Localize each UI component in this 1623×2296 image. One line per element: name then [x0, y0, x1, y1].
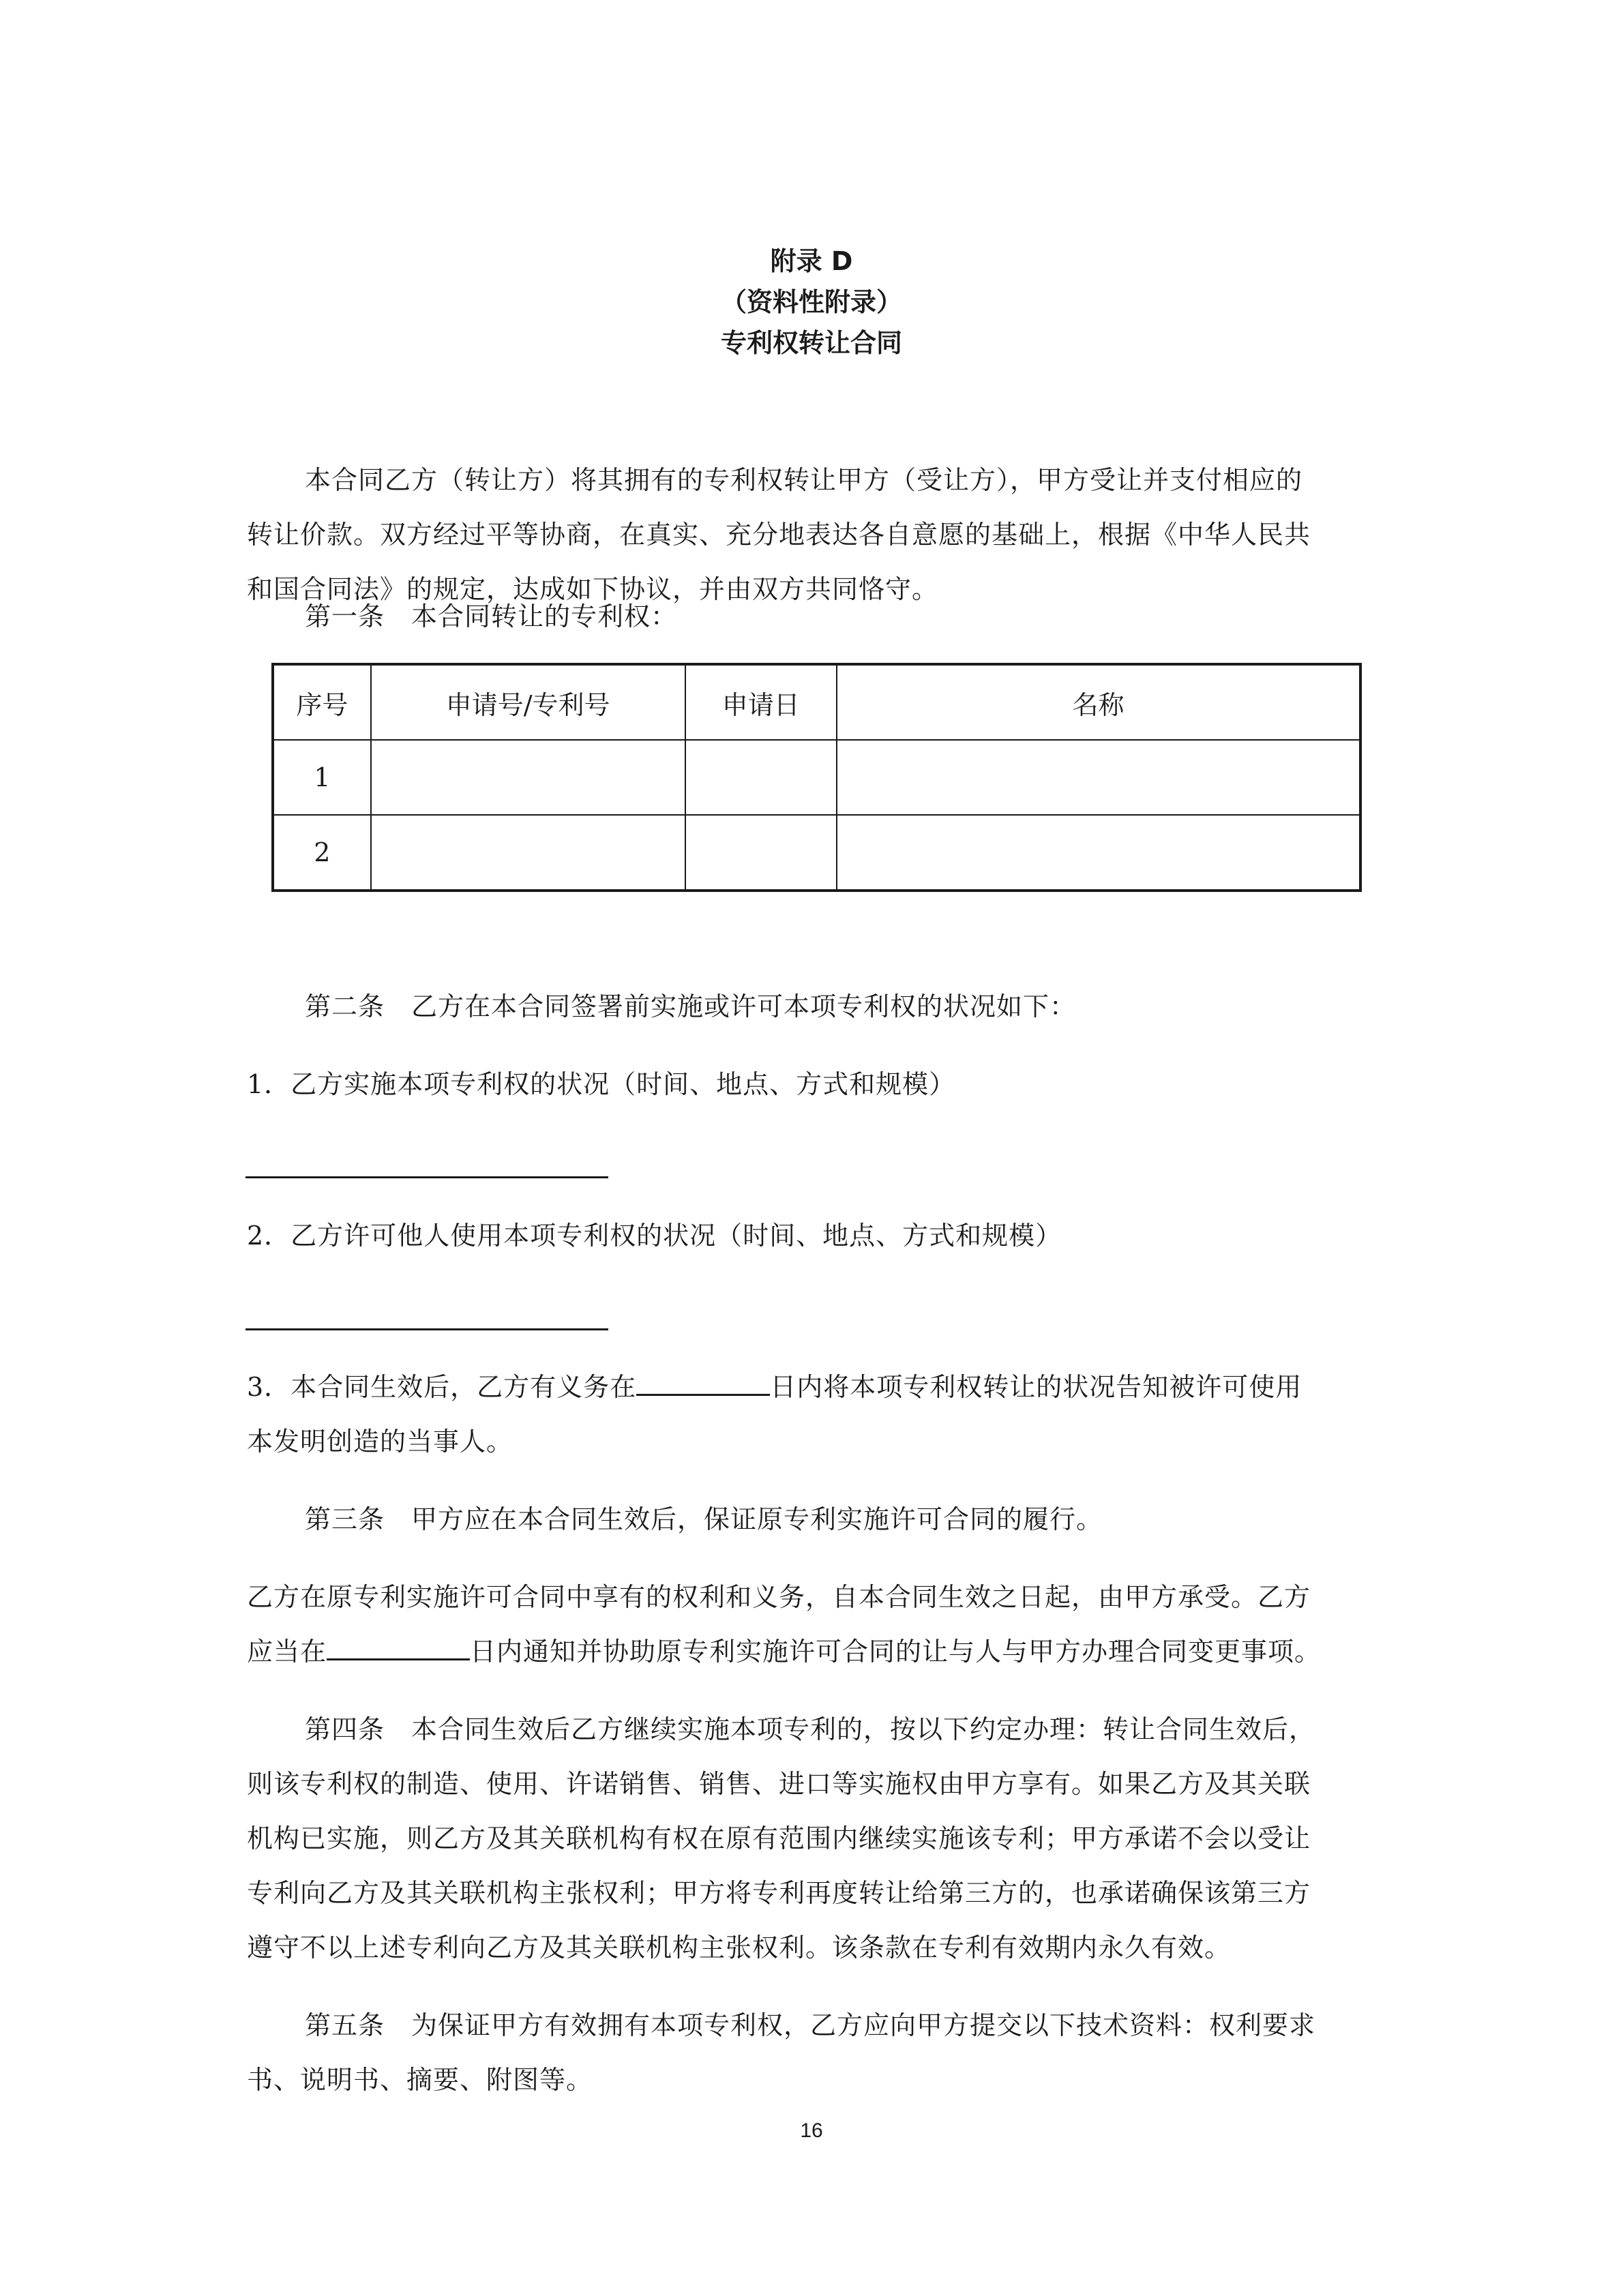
table-cell-name[interactable] — [837, 740, 1360, 815]
article-4-line-1: 第四条 本合同生效后乙方继续实施本项专利的，按以下约定办理：转让合同生效后， — [305, 1714, 1316, 1744]
table-cell-serial: 2 — [273, 815, 371, 891]
table-cell-application-number[interactable] — [371, 740, 685, 815]
article-4-line-4: 专利向乙方及其关联机构主张权利；甲方将专利再度转让给第三方的，也承诺确保该第三方 — [247, 1878, 1311, 1908]
table-cell-name[interactable] — [837, 815, 1360, 891]
article-3-body-line-1: 乙方在原专利实施许可合同中享有的权利和义务，自本合同生效之日起，由甲方承受。乙方 — [247, 1582, 1311, 1612]
document-title: 专利权转让合同 — [720, 328, 902, 358]
table-cell-application-date[interactable] — [685, 815, 837, 891]
article-4-line-5: 遵守不以上述专利向乙方及其关联机构主张权利。该条款在专利有效期内永久有效。 — [247, 1933, 1232, 1963]
intro-line-2: 转让价款。双方经过平等协商，在真实、充分地表达各自意愿的基础上，根据《中华人民共 — [247, 520, 1311, 550]
table-row — [273, 740, 1360, 815]
article-2-heading: 第二条 乙方在本合同签署前实施或许可本项专利权的状况如下： — [305, 992, 1077, 1022]
item-1-fill-line[interactable] — [245, 1176, 608, 1178]
article-3-text-after: 日内通知并协助原专利实施许可合同的让与人与甲方办理合同变更事项。 — [470, 1637, 1322, 1667]
item-1: 1．乙方实施本项专利权的状况（时间、地点、方式和规模） — [247, 1069, 956, 1099]
appendix-label: 附录 D — [770, 246, 853, 276]
item-2-fill-line[interactable] — [245, 1328, 608, 1330]
appendix-subtitle: （资料性附录） — [720, 287, 902, 317]
article-1-heading: 第一条 本合同转让的专利权： — [305, 601, 678, 631]
table-header-row — [273, 664, 1360, 740]
table-cell-application-number[interactable] — [371, 815, 685, 891]
item-3-line-1 — [247, 1360, 1386, 1414]
patent-table — [271, 663, 1362, 892]
article-3-days-blank[interactable] — [327, 1635, 470, 1660]
article-4-line-2: 则该专利权的制造、使用、许诺销售、销售、进口等实施权由甲方享有。如果乙方及其关联 — [247, 1769, 1311, 1799]
article-3-heading: 第三条 甲方应在本合同生效后，保证原专利实施许可合同的履行。 — [305, 1504, 1103, 1534]
intro-line-3: 和国合同法》的规定，达成如下协议，并由双方共同恪守。 — [247, 574, 939, 604]
article-3-body-line-2 — [247, 1624, 1386, 1679]
table-row — [273, 815, 1360, 891]
column-header-application-date: 申请日 — [685, 664, 837, 740]
item-3-days-blank[interactable] — [636, 1371, 770, 1396]
item-3-text-after: 日内将本项专利权转让的状况告知被许可使用 — [770, 1372, 1302, 1402]
page-number: 16 — [800, 2119, 823, 2142]
article-5-line-2: 书、说明书、摘要、附图等。 — [247, 2065, 593, 2095]
table-cell-application-date[interactable] — [685, 740, 837, 815]
column-header-application-number: 申请号/专利号 — [371, 664, 685, 740]
item-2: 2．乙方许可他人使用本项专利权的状况（时间、地点、方式和规模） — [247, 1221, 1062, 1251]
column-header-name: 名称 — [837, 664, 1360, 740]
article-5-line-1: 第五条 为保证甲方有效拥有本项专利权，乙方应向甲方提交以下技术资料：权利要求 — [305, 2010, 1316, 2040]
article-3-text-before: 应当在 — [247, 1637, 327, 1667]
item-3-text-before: 3．本合同生效后，乙方有义务在 — [247, 1372, 637, 1402]
article-4-line-3: 机构已实施，则乙方及其关联机构有权在原有范围内继续实施该专利；甲方承诺不会以受让 — [247, 1823, 1311, 1853]
column-header-serial: 序号 — [273, 664, 371, 740]
intro-line-1: 本合同乙方（转让方）将其拥有的专利权转让甲方（受让方），甲方受让并支付相应的 — [305, 465, 1303, 495]
table-cell-serial: 1 — [273, 740, 371, 815]
item-3-line-2: 本发明创造的当事人。 — [247, 1427, 513, 1457]
